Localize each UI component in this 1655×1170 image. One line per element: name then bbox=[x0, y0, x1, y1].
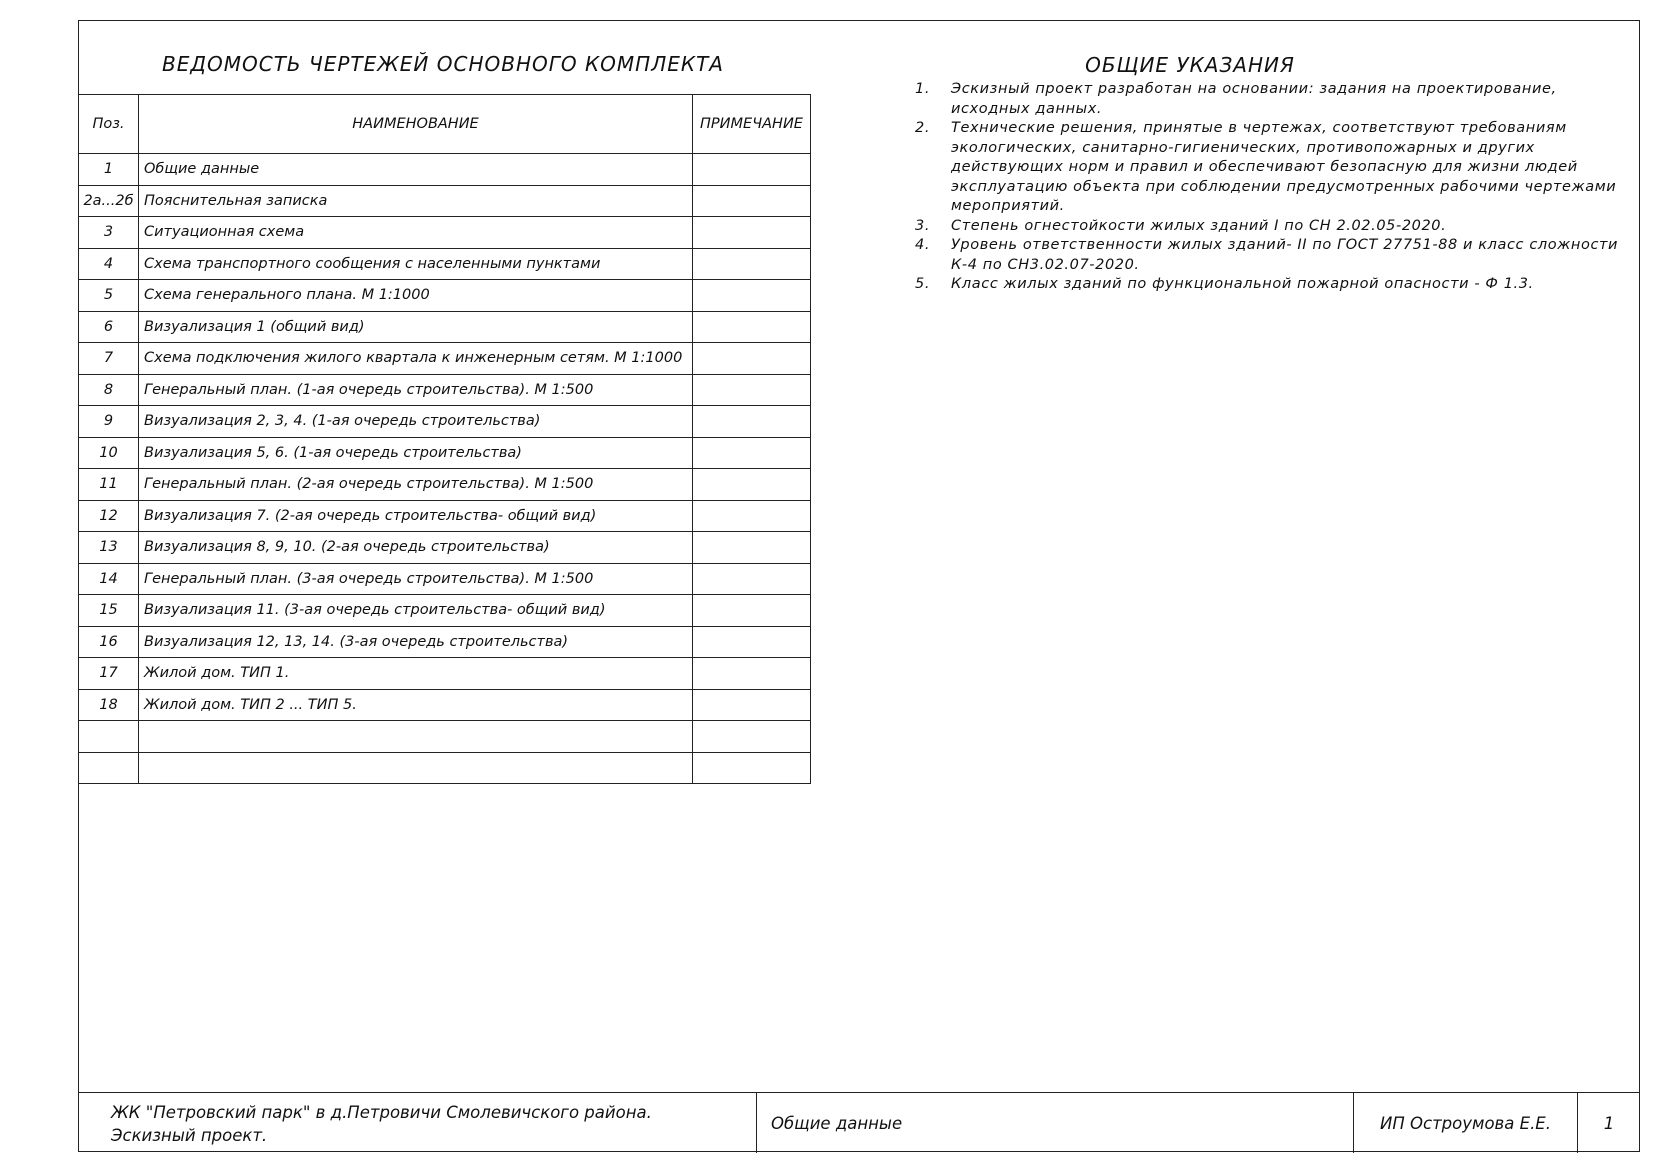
table-row bbox=[79, 595, 811, 627]
table-row bbox=[79, 721, 811, 753]
table-row bbox=[79, 658, 811, 690]
row-note bbox=[693, 280, 811, 312]
row-pos: 7 bbox=[79, 343, 139, 375]
table-row bbox=[79, 437, 811, 469]
row-note bbox=[693, 752, 811, 784]
row-name: Схема генерального плана. М 1:1000 bbox=[139, 280, 693, 312]
stamp-author: ИП Остроумова Е.Е. bbox=[1354, 1093, 1578, 1153]
note-item bbox=[915, 236, 1625, 275]
note-number: 1. bbox=[915, 81, 931, 97]
table-row bbox=[79, 626, 811, 658]
row-name bbox=[139, 752, 693, 784]
row-pos: 10 bbox=[79, 437, 139, 469]
table-row bbox=[79, 154, 811, 186]
stamp-sheet-number: 1 bbox=[1603, 1113, 1615, 1133]
table-header-row bbox=[79, 95, 811, 154]
row-name: Генеральный план. (1-ая очередь строительства). М 1:500 bbox=[139, 374, 693, 406]
row-name: Визуализация 2, 3, 4. (1-ая очередь строительства) bbox=[139, 406, 693, 438]
row-note bbox=[693, 469, 811, 501]
row-note bbox=[693, 532, 811, 564]
table-row bbox=[79, 689, 811, 721]
table-row bbox=[79, 343, 811, 375]
row-name: Пояснительная записка bbox=[139, 185, 693, 217]
row-name: Жилой дом. ТИП 2 ... ТИП 5. bbox=[139, 689, 693, 721]
row-pos: 1 bbox=[79, 154, 139, 186]
note-number: 4. bbox=[915, 237, 931, 253]
row-pos: 13 bbox=[79, 532, 139, 564]
row-note bbox=[693, 437, 811, 469]
table-row bbox=[79, 280, 811, 312]
row-name: Визуализация 12, 13, 14. (3-ая очередь строительства) bbox=[139, 626, 693, 658]
table-row bbox=[79, 374, 811, 406]
row-note bbox=[693, 154, 811, 186]
note-item bbox=[915, 80, 1625, 119]
title-block bbox=[78, 1092, 1640, 1152]
row-note bbox=[693, 374, 811, 406]
row-name: Генеральный план. (3-ая очередь строительства). М 1:500 bbox=[139, 563, 693, 595]
note-text: Степень огнестойкости жилых зданий I по СН 2.02.05-2020. bbox=[951, 217, 1447, 234]
table-row bbox=[79, 248, 811, 280]
row-note bbox=[693, 343, 811, 375]
row-pos: 16 bbox=[79, 626, 139, 658]
row-pos: 3 bbox=[79, 217, 139, 249]
drawings-register-table bbox=[78, 94, 811, 784]
row-pos: 14 bbox=[79, 563, 139, 595]
row-name: Визуализация 7. (2-ая очередь строительства- общий вид) bbox=[139, 500, 693, 532]
header-name: НАИМЕНОВАНИЕ bbox=[139, 95, 693, 154]
row-pos bbox=[79, 752, 139, 784]
stamp-sheet-title: Общие данные bbox=[757, 1093, 1354, 1153]
table-row bbox=[79, 311, 811, 343]
note-item bbox=[915, 217, 1625, 237]
note-text: Эскизный проект разработан на основании: задания на проектирование, исходных данных. bbox=[951, 81, 1557, 117]
notes-title: ОБЩИЕ УКАЗАНИЯ bbox=[1085, 53, 1295, 77]
row-note bbox=[693, 563, 811, 595]
row-note bbox=[693, 248, 811, 280]
row-note bbox=[693, 658, 811, 690]
row-name: Ситуационная схема bbox=[139, 217, 693, 249]
row-pos: 5 bbox=[79, 280, 139, 312]
row-note bbox=[693, 311, 811, 343]
row-note bbox=[693, 217, 811, 249]
table-row bbox=[79, 406, 811, 438]
table-row bbox=[79, 563, 811, 595]
note-text: Уровень ответственности жилых зданий- II по ГОСТ 27751-88 и класс сложности К-4 по СН3.02.07-2020. bbox=[951, 237, 1619, 273]
note-item bbox=[915, 119, 1625, 217]
note-number: 5. bbox=[915, 276, 931, 292]
stamp-project-line: Эскизный проект. bbox=[111, 1126, 268, 1145]
row-pos: 17 bbox=[79, 658, 139, 690]
row-pos bbox=[79, 721, 139, 753]
stamp-project-name bbox=[78, 1093, 757, 1153]
row-pos: 4 bbox=[79, 248, 139, 280]
row-name: Генеральный план. (2-ая очередь строительства). М 1:500 bbox=[139, 469, 693, 501]
row-pos: 8 bbox=[79, 374, 139, 406]
table-row bbox=[79, 469, 811, 501]
header-pos: Поз. bbox=[79, 95, 139, 154]
row-pos: 12 bbox=[79, 500, 139, 532]
row-name: Схема транспортного сообщения с населенными пунктами bbox=[139, 248, 693, 280]
vedomost-title: ВЕДОМОСТЬ ЧЕРТЕЖЕЙ ОСНОВНОГО КОМПЛЕКТА bbox=[162, 52, 724, 76]
stamp-project-line: ЖК "Петровский парк" в д.Петровичи Смолевичского района. bbox=[111, 1103, 652, 1122]
row-name bbox=[139, 721, 693, 753]
row-note bbox=[693, 689, 811, 721]
row-pos: 18 bbox=[79, 689, 139, 721]
header-note: ПРИМЕЧАНИЕ bbox=[693, 95, 811, 154]
row-name: Визуализация 5, 6. (1-ая очередь строительства) bbox=[139, 437, 693, 469]
note-item bbox=[915, 275, 1625, 295]
row-pos: 2а...2б bbox=[79, 185, 139, 217]
table-row bbox=[79, 185, 811, 217]
table-row bbox=[79, 752, 811, 784]
row-note bbox=[693, 595, 811, 627]
row-note bbox=[693, 185, 811, 217]
row-pos: 11 bbox=[79, 469, 139, 501]
row-name: Визуализация 1 (общий вид) bbox=[139, 311, 693, 343]
note-number: 2. bbox=[915, 120, 931, 136]
row-note bbox=[693, 406, 811, 438]
row-pos: 6 bbox=[79, 311, 139, 343]
row-name: Жилой дом. ТИП 1. bbox=[139, 658, 693, 690]
row-note bbox=[693, 721, 811, 753]
table-row bbox=[79, 217, 811, 249]
table-row bbox=[79, 500, 811, 532]
table-row bbox=[79, 532, 811, 564]
row-name: Визуализация 8, 9, 10. (2-ая очередь строительства) bbox=[139, 532, 693, 564]
row-note bbox=[693, 500, 811, 532]
row-name: Схема подключения жилого квартала к инженерным сетям. М 1:1000 bbox=[139, 343, 693, 375]
note-number: 3. bbox=[915, 217, 931, 234]
row-name: Визуализация 11. (3-ая очередь строительства- общий вид) bbox=[139, 595, 693, 627]
row-note bbox=[693, 626, 811, 658]
note-text: Технические решения, принятые в чертежах, соответствуют требованиям экологических, санитарно-гигиенических, противопожарных и других действующих норм и правил и обеспечивают безопасную для жизни людей эксплуатацию объекта при соблюдении предусмотренных рабочими чертежами мероприятий. bbox=[951, 120, 1617, 214]
general-notes-list bbox=[915, 80, 1625, 295]
note-text: Класс жилых зданий по функциональной пожарной опасности - Ф 1.3. bbox=[951, 276, 1534, 292]
row-pos: 9 bbox=[79, 406, 139, 438]
row-name: Общие данные bbox=[139, 154, 693, 186]
table-body bbox=[79, 154, 811, 784]
row-pos: 15 bbox=[79, 595, 139, 627]
